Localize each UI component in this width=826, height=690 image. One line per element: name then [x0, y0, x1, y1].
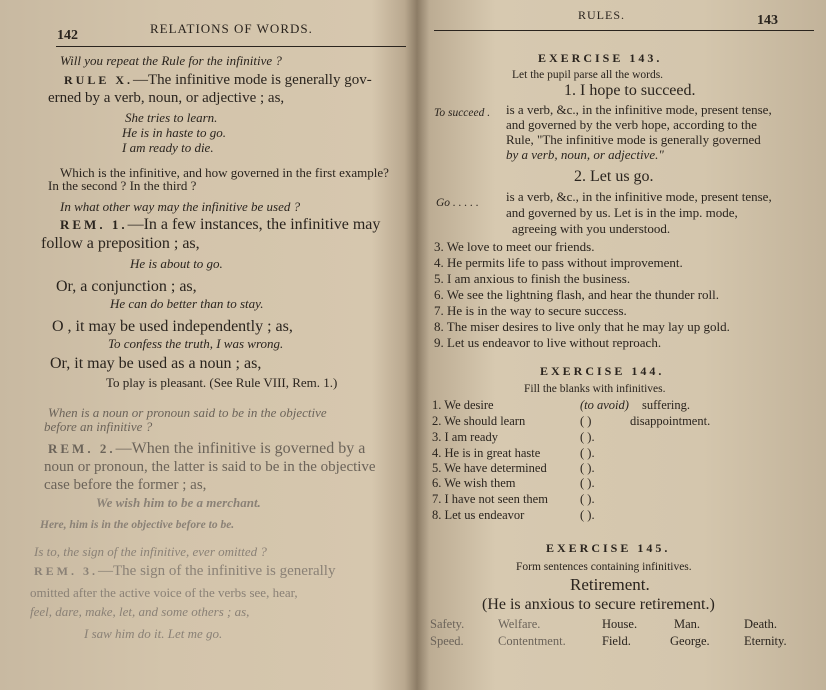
example: He is in haste to go.: [122, 125, 226, 140]
rule-text: erned by a verb, noun, or adjective ; as,: [48, 90, 285, 106]
remark-text: —In a few instances, the infinitive may: [127, 216, 381, 233]
remark-text: case before the former ; as,: [44, 477, 207, 493]
fill-item-blank: ( ): [580, 414, 592, 428]
word: House.: [602, 617, 638, 631]
example-sentence: (He is anxious to secure retirement.): [482, 596, 715, 613]
exercise-title: EXERCISE 143.: [538, 51, 663, 65]
parse-text: is a verb, &c., in the infinitive mode, present tense,: [506, 189, 772, 204]
example: She tries to learn.: [125, 110, 218, 125]
text-line: Or, it may be used as a noun ; as,: [50, 355, 262, 372]
fill-item-right: suffering.: [642, 398, 691, 412]
header-rule: [56, 46, 406, 47]
question: In what other way may the infinitive be used ?: [60, 199, 301, 214]
parse-text: agreeing with you understood.: [512, 221, 671, 236]
parse-text: is a verb, &c., in the infinitive mode, present tense,: [506, 102, 772, 117]
exercise-item: 6. We see the lightning flash, and hear the thunder roll.: [434, 287, 719, 302]
question: Will you repeat the Rule for the infinitive ?: [60, 53, 282, 68]
exercise-item: 9. Let us endeavor to live without reproach.: [434, 335, 662, 350]
remark-text: feel, dare, make, let, and some others ; as,: [30, 604, 250, 619]
instruction: Let the pupil parse all the words.: [512, 69, 664, 81]
instruction: Fill the blanks with infinitives.: [524, 383, 666, 395]
remark-text: follow a preposition ; as,: [41, 235, 200, 252]
rule-label: RULE X.: [64, 73, 134, 87]
note: Here, him is in the objective before to be.: [40, 519, 235, 531]
fill-item-left: 8. Let us endeavor: [432, 508, 525, 522]
word: Welfare.: [498, 617, 541, 631]
remark-text: —The sign of the infinitive is generally: [98, 563, 336, 579]
sentence: 2. Let us go.: [574, 168, 654, 185]
exercise-item: 8. The miser desires to live only that he may lay up gold.: [434, 319, 730, 334]
word: Contentment.: [498, 634, 566, 648]
remark-label: REM. 2.: [48, 441, 116, 456]
fill-item-blank: ( ).: [580, 508, 595, 522]
fill-item-left: 5. We have determined: [432, 461, 547, 475]
right-page: [420, 0, 826, 690]
example: To confess the truth, I was wrong.: [108, 336, 284, 351]
fill-item-blank: ( ).: [580, 430, 595, 444]
left-page: [0, 0, 412, 690]
fill-item-left: 6. We wish them: [432, 476, 516, 490]
remark-text: omitted after the active voice of the verbs see, hear,: [30, 585, 298, 600]
page-number: 142: [57, 28, 78, 43]
word: Speed.: [430, 634, 464, 648]
fill-item-left: 1. We desire: [432, 398, 494, 412]
fill-item-left: 3. I am ready: [432, 430, 498, 444]
exercise-item: 7. He is in the way to secure success.: [434, 303, 627, 318]
fill-item-blank: ( ).: [580, 476, 595, 490]
heading: Retirement.: [570, 575, 650, 594]
parse-text: and governed by us. Let is in the imp. mode,: [506, 205, 738, 220]
page-number: 143: [757, 13, 778, 28]
parse-text: Rule, "The infinitive mode is generally governed: [506, 132, 761, 147]
remark-line: [48, 440, 365, 458]
exercise-title: EXERCISE 145.: [546, 541, 671, 555]
word: Eternity.: [744, 634, 787, 648]
remark-label: REM. 1.: [60, 217, 128, 232]
rule-text: —The infinitive mode is generally gov-: [133, 72, 372, 88]
fill-item-left: 4. He is in great haste: [432, 446, 541, 460]
exercise-item: 5. I am anxious to finish the business.: [434, 271, 631, 286]
fill-item-blank: ( ).: [580, 461, 595, 475]
question: before an infinitive ?: [44, 419, 153, 434]
word: George.: [670, 634, 710, 648]
fill-item-right: disappointment.: [630, 414, 711, 428]
remark-text: noun or pronoun, the latter is said to be in the objective: [44, 459, 376, 475]
parse-term: Go . . . . .: [436, 197, 479, 209]
question: In the second ? In the third ?: [48, 178, 197, 193]
fill-item-blank: ( ).: [580, 492, 595, 506]
remark-label: REM. 3.: [34, 564, 98, 578]
word: Field.: [602, 634, 631, 648]
rule-line: [64, 71, 372, 89]
exercise-title: EXERCISE 144.: [540, 364, 665, 378]
sentence: 1. I hope to succeed.: [564, 82, 696, 99]
exercise-item: 3. We love to meet our friends.: [434, 239, 595, 254]
instruction: Form sentences containing infinitives.: [516, 561, 692, 573]
running-head: RELATIONS OF WORDS.: [150, 21, 313, 36]
fill-item-blank: (to avoid): [580, 398, 629, 412]
remark-line: [60, 216, 380, 234]
text-line: O , it may be used independently ; as,: [52, 318, 293, 335]
parse-text: and governed by the verb hope, according to the: [506, 117, 757, 132]
fill-item-left: 7. I have not seen them: [432, 492, 548, 506]
question: When is a noun or pronoun said to be in the objective: [48, 405, 327, 420]
fill-item-left: 2. We should learn: [432, 414, 526, 428]
header-rule: [434, 30, 814, 31]
remark-line: [34, 562, 335, 580]
question: Is to, the sign of the infinitive, ever omitted ?: [34, 544, 267, 559]
remark-text: —When the infinitive is governed by a: [115, 440, 366, 457]
word: Man.: [674, 617, 701, 631]
example: He is about to go.: [130, 256, 223, 271]
example: He can do better than to stay.: [110, 296, 264, 311]
parse-text: by a verb, noun, or adjective.": [506, 147, 664, 162]
parse-term: To succeed .: [434, 107, 491, 119]
question: Which is the infinitive, and how governed in the first example?: [60, 165, 389, 180]
exercise-item: 4. He permits life to pass without improvement.: [434, 255, 683, 270]
example: I saw him do it. Let me go.: [84, 626, 223, 641]
running-head: RULES.: [578, 8, 626, 22]
word: Safety.: [430, 617, 465, 631]
text-line: Or, a conjunction ; as,: [56, 278, 197, 295]
fill-item-blank: ( ).: [580, 446, 595, 460]
example: We wish him to be a merchant.: [96, 495, 261, 510]
word: Death.: [744, 617, 777, 631]
example: I am ready to die.: [122, 140, 214, 155]
example: To play is pleasant. (See Rule VIII, Rem. 1.): [106, 375, 338, 390]
